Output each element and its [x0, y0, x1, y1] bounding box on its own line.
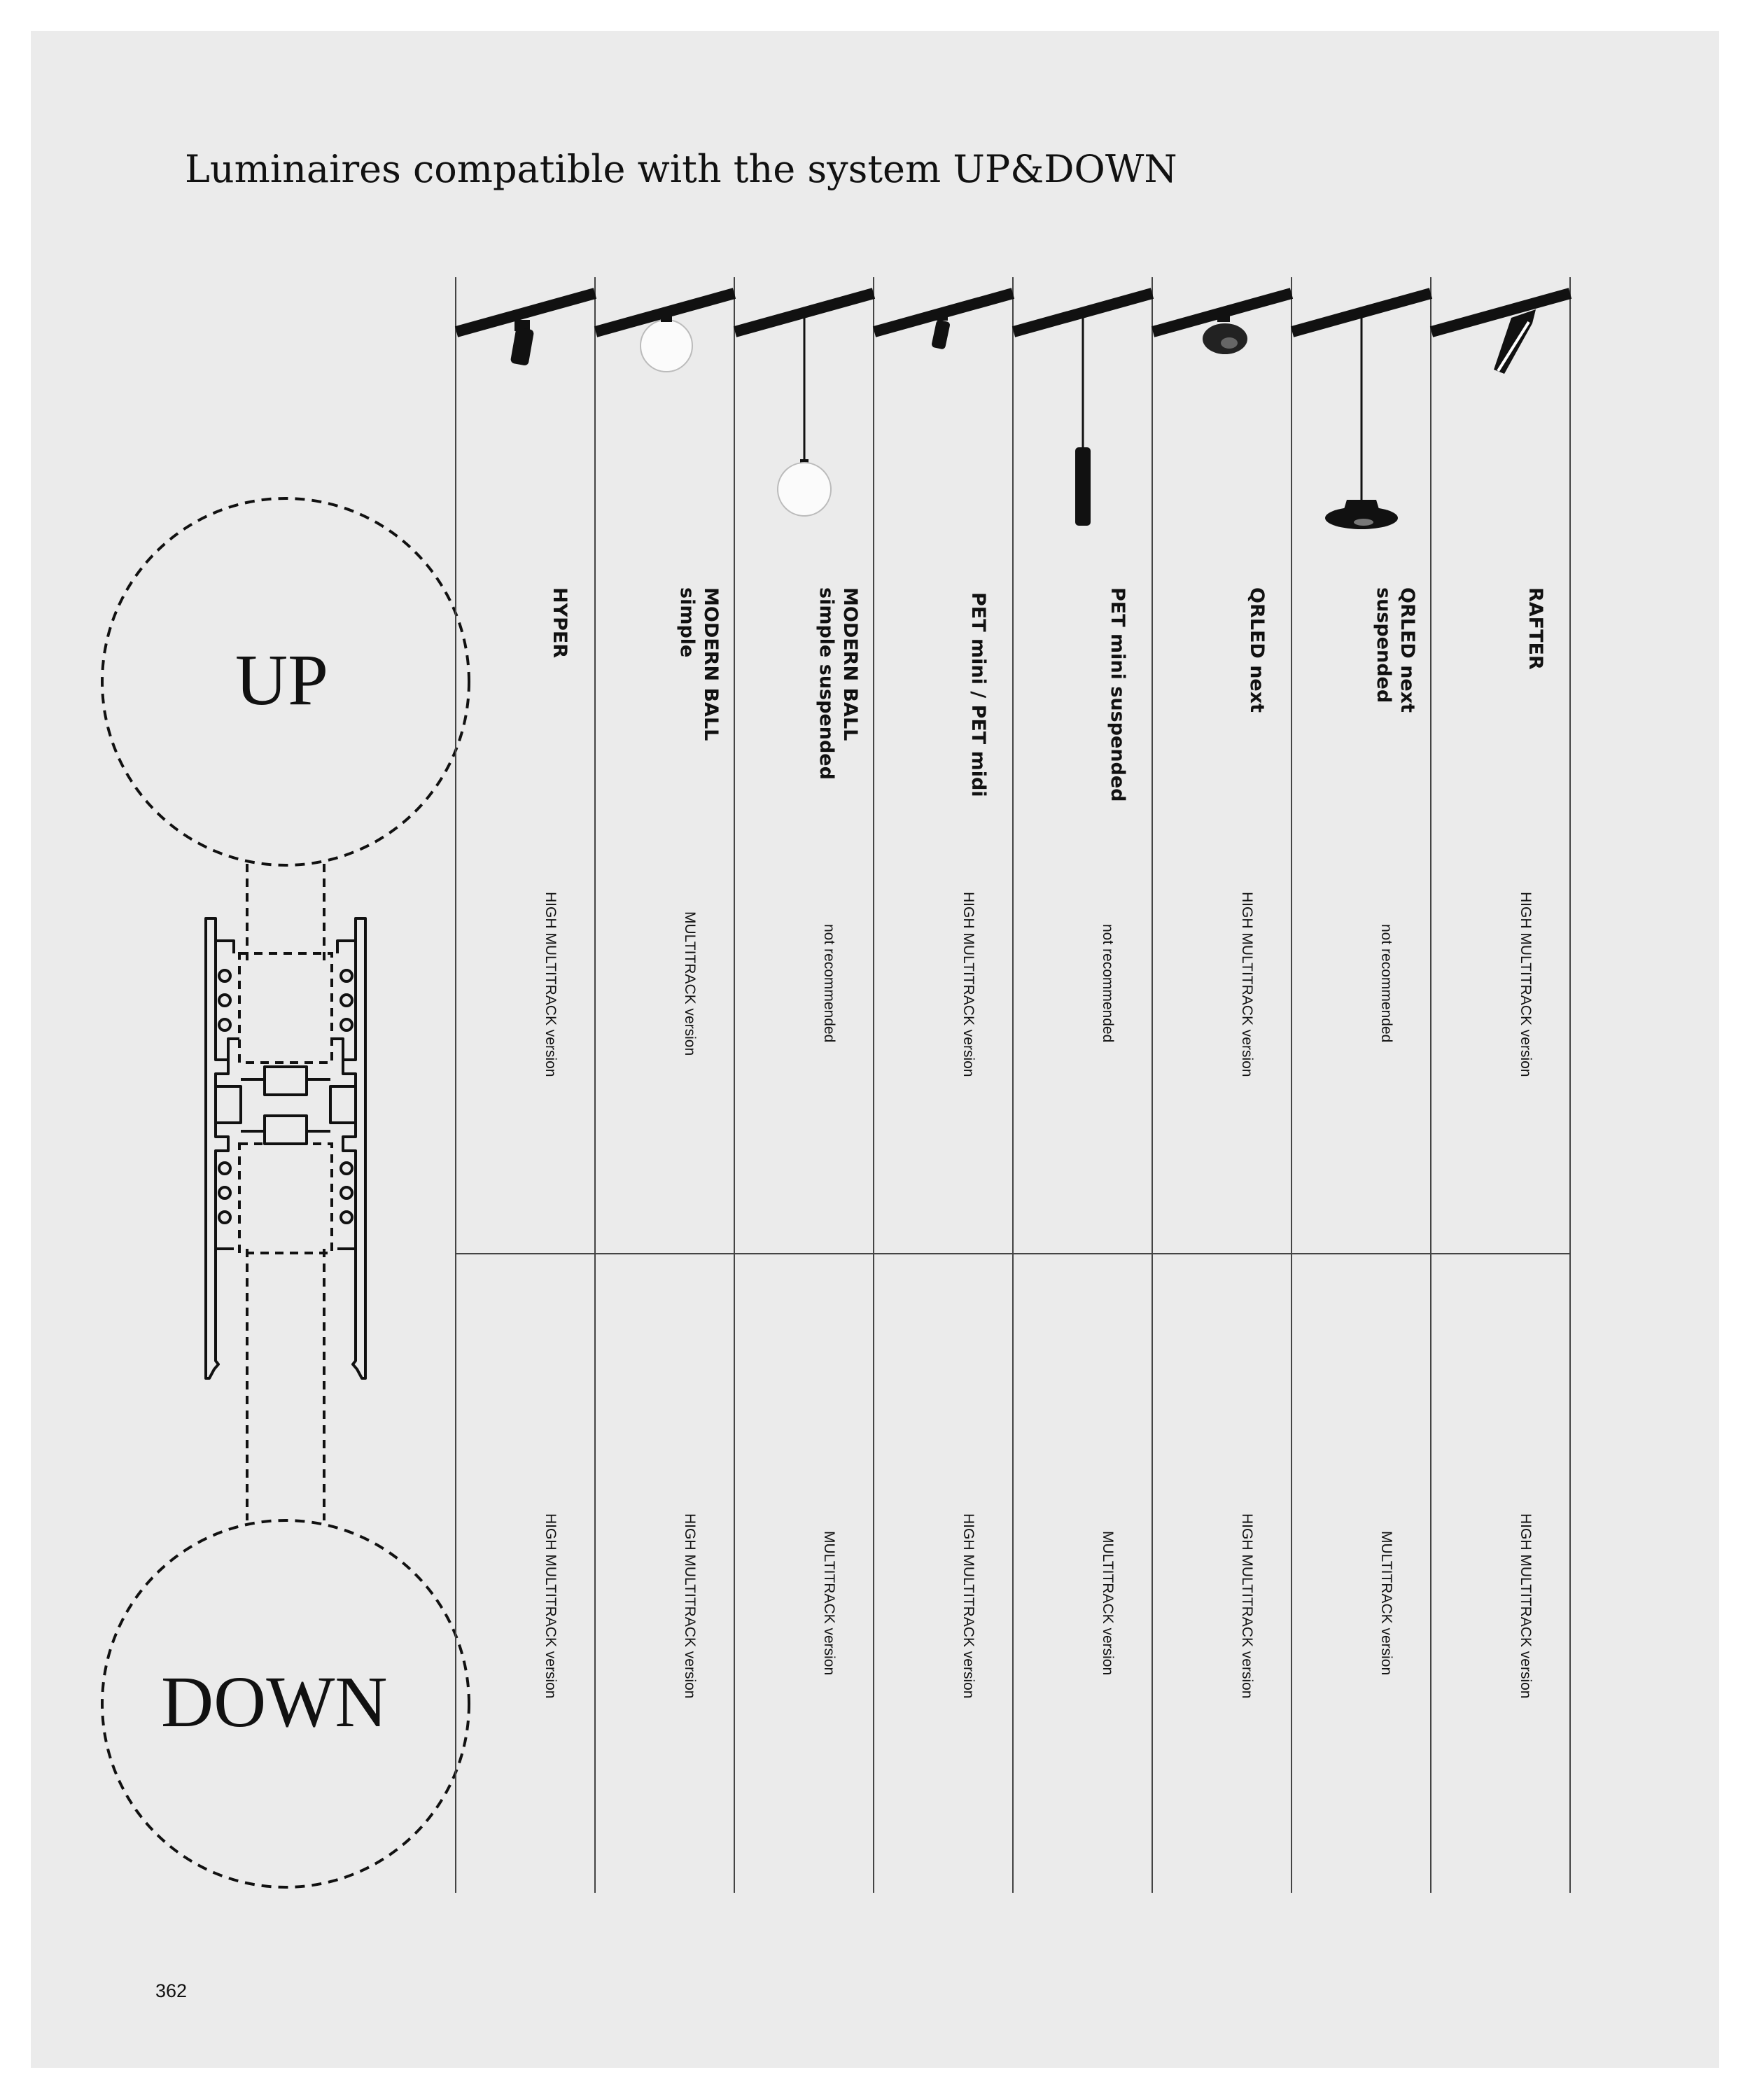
down-compatibility: MULTITRACK version	[821, 1531, 837, 1676]
down-compatibility: HIGH MULTITRACK version	[1518, 1513, 1534, 1699]
linear-light-icon	[1494, 309, 1536, 374]
up-compatibility: not recommended	[821, 924, 837, 1043]
track-profile-icon	[206, 918, 365, 1378]
luminaire-name: MODERN BALL simple	[676, 587, 722, 741]
dashed-connectors	[239, 864, 332, 1520]
page-number: 362	[155, 1980, 188, 2001]
luminaire-name: RAFTER	[1525, 587, 1546, 670]
down-compatibility: HIGH MULTITRACK version	[1239, 1513, 1255, 1699]
catalog-page	[31, 31, 1719, 2068]
luminaire-name: PET mini suspended	[1107, 587, 1128, 802]
up-compatibility: not recommended	[1378, 924, 1394, 1043]
up-compatibility: HIGH MULTITRACK version	[542, 892, 559, 1077]
up-compatibility: HIGH MULTITRACK version	[960, 892, 976, 1077]
up-compatibility: not recommended	[1100, 924, 1116, 1043]
down-compatibility: MULTITRACK version	[1100, 1531, 1116, 1676]
down-label: DOWN	[161, 1662, 388, 1742]
track-spotlight-icon	[510, 320, 535, 366]
down-compatibility: HIGH MULTITRACK version	[960, 1513, 976, 1699]
luminaire-name: QRLED next	[1246, 587, 1268, 713]
luminaire-name: QRLED next suspended	[1373, 587, 1418, 713]
pendant-disc-icon	[1325, 318, 1398, 529]
page-title: Luminaires compatible with the system UP&DOWN	[185, 147, 1177, 191]
compatibility-diagram	[31, 31, 1719, 2068]
luminaire-name: PET mini / PET midi	[967, 592, 989, 797]
up-compatibility: HIGH MULTITRACK version	[1239, 892, 1255, 1077]
luminaire-name: MODERN BALL simple suspended	[816, 587, 861, 780]
up-compatibility: HIGH MULTITRACK version	[1518, 892, 1534, 1077]
luminaire-name: HYPER	[549, 587, 570, 659]
table-grid	[456, 277, 1570, 1893]
down-compatibility: MULTITRACK version	[1378, 1531, 1394, 1676]
pendant-globe-icon	[778, 318, 831, 516]
down-compatibility: HIGH MULTITRACK version	[682, 1513, 698, 1699]
pendant-tube-icon	[1075, 318, 1091, 526]
up-compatibility: MULTITRACK version	[682, 911, 698, 1056]
up-label: UP	[235, 640, 328, 720]
down-compatibility: HIGH MULTITRACK version	[542, 1513, 559, 1699]
